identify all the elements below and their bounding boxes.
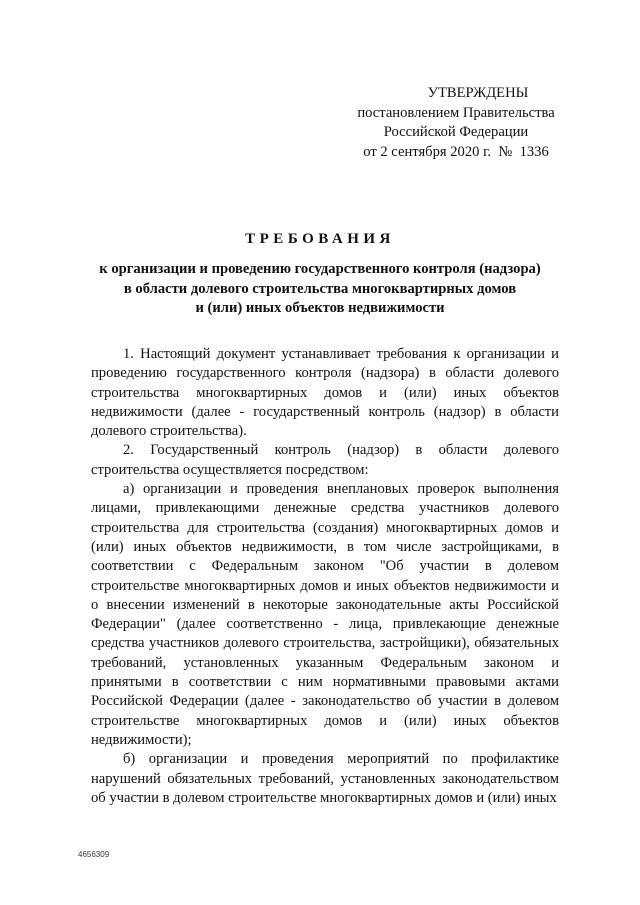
approval-block [346, 84, 566, 162]
subtitle-line-2: в области долевого строительства многоквартирных домов [123, 280, 517, 297]
document-title: ТРЕБОВАНИЯ [245, 231, 395, 247]
paragraph-2a: а) организации и проведения внеплановых проверок выполнения лицами, привлекающими денежные средства участников долевого строительства для строительства (создания) многоквартирных домов и (или) иных объектов недвижимости, в том числе застройщиками, в соответствии с Федеральным законом "Об участии в долевом строительстве многоквартирных домов и иных объектов недвижимости и о внесении изменений в некоторые законодательные акты Российской Федерации" (далее соответственно - лица, привлекающие денежные средства участников долевого строительства, застройщики), обязательных требований, установленных указанным Федеральным законом и принятыми в соответствии с ним нормативными правовыми актами Российской Федерации (далее - законодательство об участии в долевом строительстве многоквартирных домов и (или) иных объектов недвижимости); [91, 481, 559, 748]
approval-line-decree: постановлением Правительства [357, 104, 555, 121]
paragraph-2b: б) организации и проведения мероприятий по профилактике нарушений обязательных требований, установленных законодательством об участии в долевом строительстве многоквартирных домов и (или) иных [91, 751, 559, 806]
document-subtitle [60, 260, 580, 319]
subtitle-line-1: к организации и проведению государственного контроля (надзора) [99, 261, 541, 277]
approved-heading: УТВЕРЖДЕНЫ [427, 85, 529, 101]
approval-line-government: Российской Федерации [383, 124, 529, 140]
subtitle-line-3: и (или) иных объектов недвижимости [195, 300, 445, 316]
document-number: 4656309 [78, 850, 110, 859]
paragraph-1: 1. Настоящий документ устанавливает требования к организации и проведению государственного контроля (надзора) в области долевого строительства многоквартирных домов и (или) иных объектов недвижимости (далее - государственный контроль (надзор) в области долевого строительства). [91, 346, 559, 440]
document-body [91, 345, 559, 808]
paragraph-2: 2. Государственный контроль (надзор) в области долевого строительства осуществляется посредством: [91, 442, 559, 478]
approval-line-date-number: от 2 сентября 2020 г. № 1336 [363, 143, 549, 160]
